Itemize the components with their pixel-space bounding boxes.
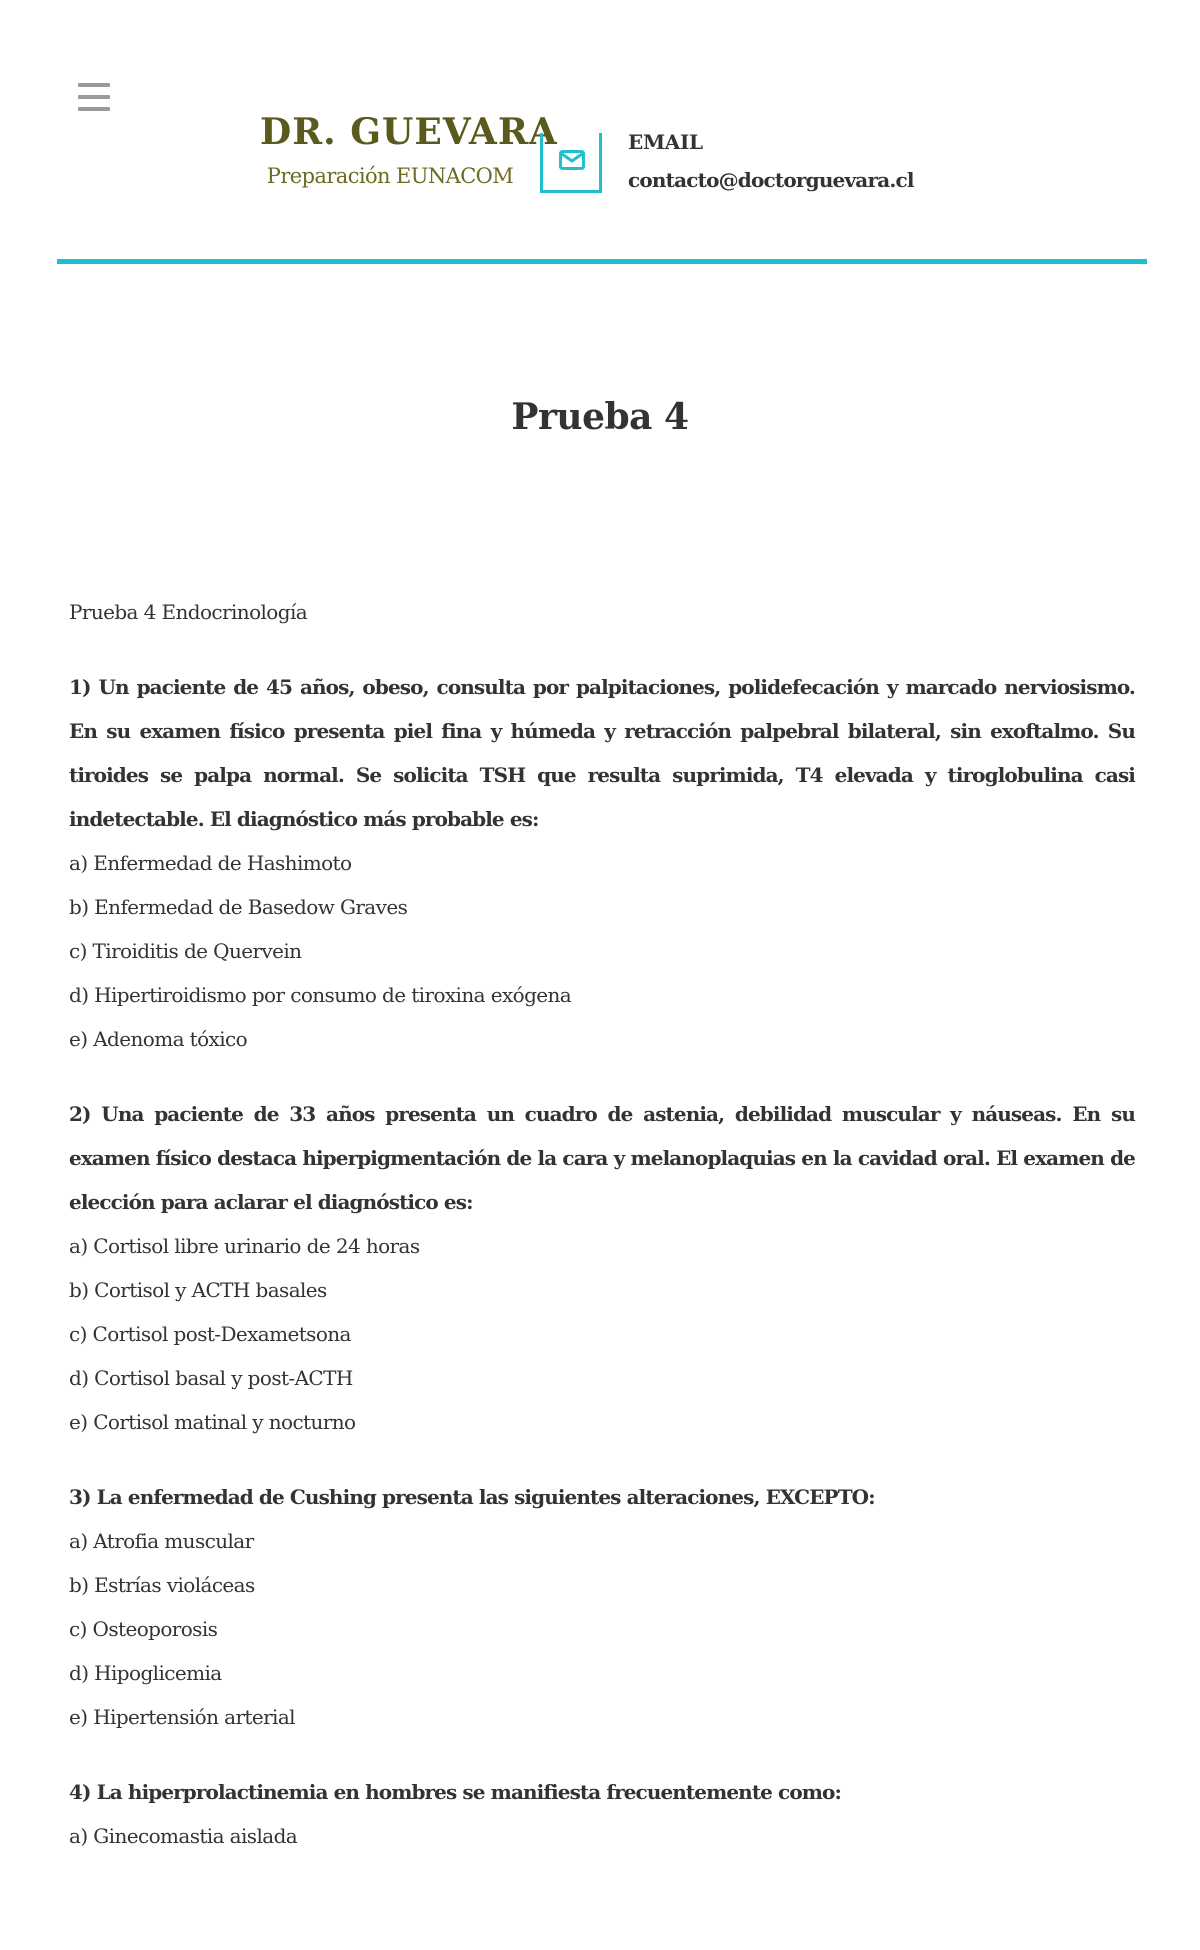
answer-option[interactable]: a) Cortisol libre urinario de 24 horas bbox=[69, 1234, 420, 1258]
question-text: 2) Una paciente de 33 años presenta un cuadro de astenia, debilidad muscular y náuseas. En su examen físico destaca hiperpigmentación de la cara y melanoplaquias en la cavidad oral. El examen de elección para aclarar el diagnóstico es: bbox=[69, 1102, 1135, 1214]
answer-option[interactable]: e) Cortisol matinal y nocturno bbox=[69, 1410, 356, 1434]
answer-option[interactable]: d) Cortisol basal y post-ACTH bbox=[69, 1366, 353, 1390]
quiz-intro: Prueba 4 Endocrinología bbox=[69, 600, 308, 624]
menu-bar bbox=[78, 83, 110, 87]
answer-option[interactable]: d) Hipertiroidismo por consumo de tiroxina exógena bbox=[69, 983, 572, 1007]
answer-option[interactable]: b) Cortisol y ACTH basales bbox=[69, 1278, 327, 1302]
menu-bar bbox=[78, 95, 110, 99]
hamburger-menu-icon[interactable] bbox=[78, 83, 110, 111]
answer-option[interactable]: a) Atrofia muscular bbox=[69, 1529, 254, 1553]
site-header bbox=[0, 0, 1200, 266]
answer-option[interactable]: a) Enfermedad de Hashimoto bbox=[69, 851, 352, 875]
email-icon-box[interactable] bbox=[540, 133, 602, 193]
header-divider bbox=[57, 259, 1147, 264]
question-1 bbox=[69, 665, 1135, 1061]
answer-option[interactable]: d) Hipoglicemia bbox=[69, 1661, 222, 1685]
question-text: 1) Un paciente de 45 años, obeso, consulta por palpitaciones, polidefecación y marcado nerviosismo. En su examen físico presenta piel fina y húmeda y retracción palpebral bilateral, sin exoftalmo. Su tiroides se palpa normal. Se solicita TSH que resulta suprimida, T4 elevada y tiroglobulina casi indetectable. El diagnóstico más probable es: bbox=[69, 675, 1135, 831]
question-2 bbox=[69, 1092, 1135, 1444]
email-label: EMAIL bbox=[628, 130, 703, 154]
answer-option[interactable]: b) Enfermedad de Basedow Graves bbox=[69, 895, 408, 919]
menu-bar bbox=[78, 107, 110, 111]
logo-subtitle: Preparación EUNACOM bbox=[266, 164, 514, 188]
envelope-icon bbox=[559, 150, 585, 170]
answer-option[interactable]: a) Ginecomastia aislada bbox=[69, 1824, 298, 1848]
question-text: 3) La enfermedad de Cushing presenta las siguientes alteraciones, EXCEPTO: bbox=[69, 1485, 875, 1509]
question-3 bbox=[69, 1475, 1135, 1739]
answer-option[interactable]: c) Tiroiditis de Quervein bbox=[69, 939, 302, 963]
answer-option[interactable]: e) Hipertensión arterial bbox=[69, 1705, 295, 1729]
question-4 bbox=[69, 1770, 1135, 1858]
answer-option[interactable]: c) Osteoporosis bbox=[69, 1617, 218, 1641]
email-link[interactable]: contacto@doctorguevara.cl bbox=[628, 168, 914, 192]
logo-title: DR. GUEVARA bbox=[260, 111, 558, 153]
page-title: Prueba 4 bbox=[511, 396, 689, 438]
quiz-content bbox=[69, 590, 1135, 1889]
question-text: 4) La hiperprolactinemia en hombres se manifiesta frecuentemente como: bbox=[69, 1780, 841, 1804]
answer-option[interactable]: b) Estrías violáceas bbox=[69, 1573, 255, 1597]
answer-option[interactable]: e) Adenoma tóxico bbox=[69, 1027, 248, 1051]
answer-option[interactable]: c) Cortisol post-Dexametsona bbox=[69, 1322, 351, 1346]
site-logo[interactable] bbox=[260, 111, 558, 153]
